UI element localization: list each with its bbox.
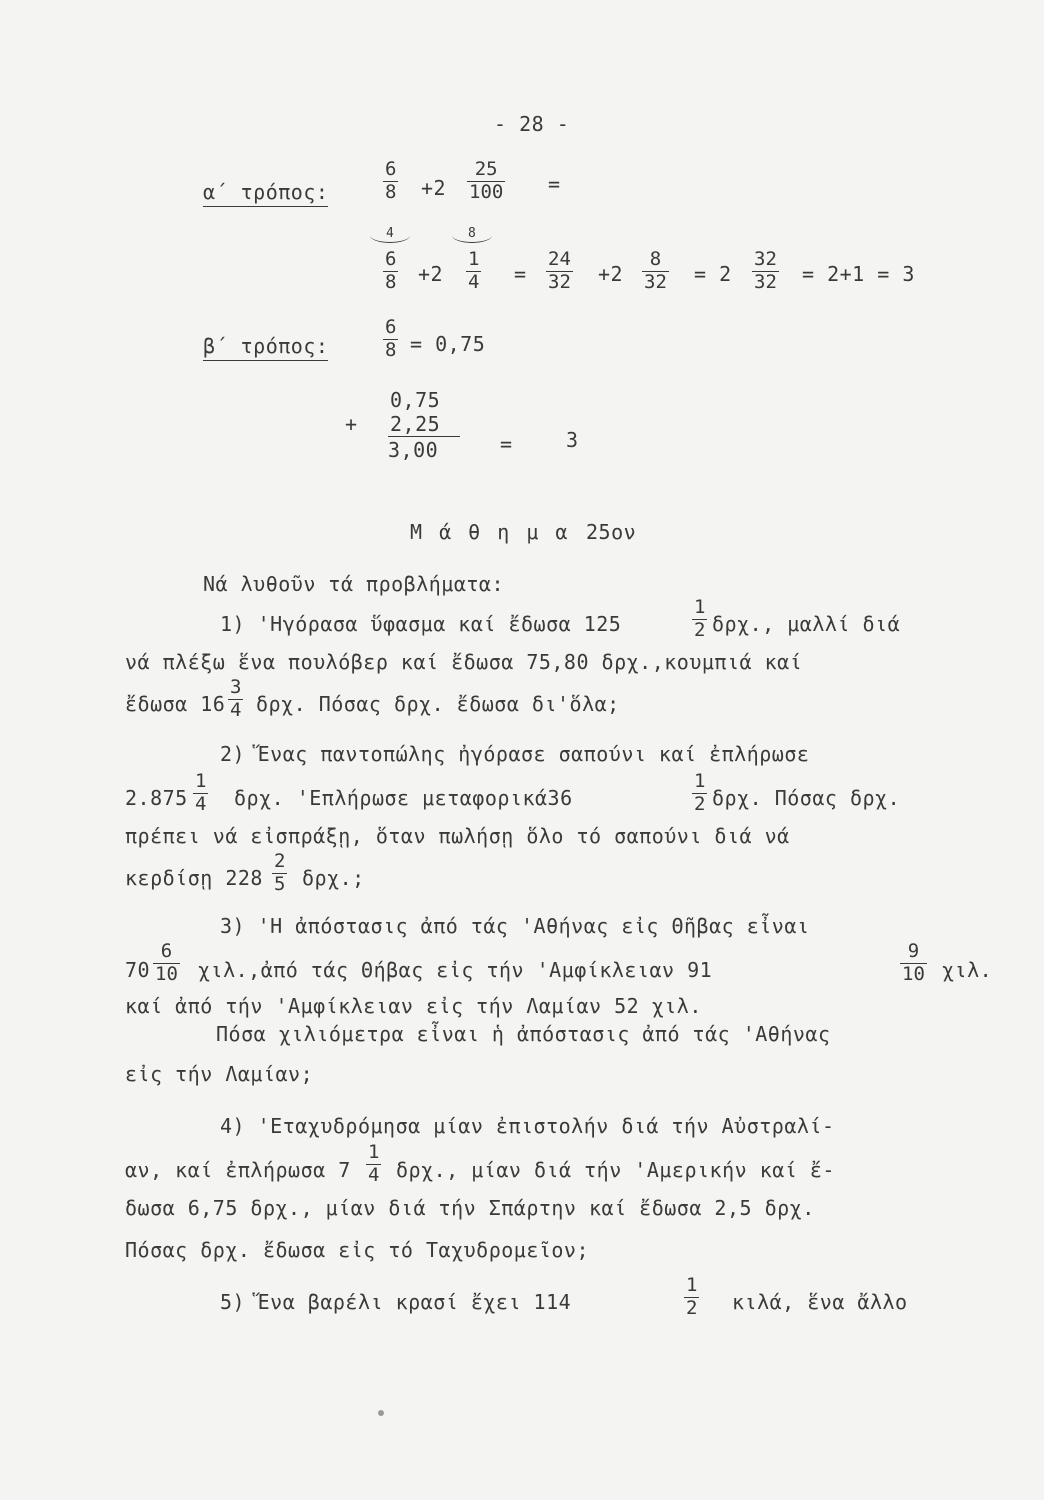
fraction: 1 2 — [686, 1274, 698, 1319]
fraction: 1 4 — [468, 248, 480, 293]
problem-4-line: Πόσας δρχ. ἔδωσα εἰς τό Ταχυδρομεῖον; — [125, 1238, 590, 1262]
fraction: 2 5 — [274, 850, 286, 895]
problem-4-line: 4) 'Εταχυδρόμησα μίαν ἐπιστολήν διά τήν Αὐστραλί- — [220, 1114, 835, 1138]
problem-3-line: καί ἀπό τήν 'Αμφίκλειαν εἰς τήν Λαμίαν 52 χιλ. — [125, 994, 702, 1018]
problem-3-line: 3) 'Η ἀπόστασις ἀπό τάς 'Αθήνας εἰς Θῆβας εἶναι — [220, 914, 810, 938]
fraction: 6 8 — [385, 158, 397, 203]
arc-multiplier: 8 — [468, 226, 476, 241]
intro-line: Νά λυθοῦν τά προβλήματα: — [203, 572, 504, 596]
fraction: 8 32 — [644, 248, 667, 293]
problem-4-line: δρχ., μίαν διά τήν 'Αμερικήν καί ἔ- — [396, 1158, 835, 1182]
problem-2-line: δρχ. 'Επλήρωσε μεταφορικά36 — [234, 786, 573, 810]
problem-2-line: πρέπει νά εἰσπράξῃ, ὅταν πωλήσῃ ὅλο τό σαπούνι διά νά — [125, 824, 790, 848]
arc-multiplier: 4 — [386, 226, 394, 241]
method-b-label: β΄ τρόπος: — [203, 334, 328, 361]
problem-5-line: κιλά, ἕνα ἄλλο — [732, 1290, 908, 1314]
fraction: 1 2 — [694, 770, 706, 815]
problem-3-line: Πόσα χιλιόμετρα εἶναι ἡ ἀπόστασις ἀπό τάς 'Αθήνας — [216, 1022, 831, 1046]
problem-3-line: χιλ. — [942, 958, 993, 982]
problem-4-line: αν, καί ἐπλήρωσα 7 — [125, 1158, 351, 1182]
problem-2-line: δρχ. Πόσας δρχ. — [712, 786, 901, 810]
lesson-number: 25ον — [586, 520, 637, 544]
decimal-value: = 0,75 — [410, 332, 486, 356]
problem-1-line: 1) 'Ηγόρασα ὕφασμα καί ἔδωσα 125 — [220, 612, 622, 636]
equals-two: = 2 — [694, 262, 732, 286]
problem-2-line: 2.875 — [125, 786, 188, 810]
fraction: 32 32 — [754, 248, 777, 293]
problem-2-line: 2) Ἕνας παντοπώλης ἠγόρασε σαπούνι καί ἐπλήρωσε — [220, 742, 810, 766]
problem-2-line: δρχ.; — [302, 866, 365, 890]
sum: 3,00 — [388, 438, 439, 462]
plus-whole: +2 — [418, 262, 444, 286]
method-a-label: α΄ τρόπος: — [203, 180, 328, 207]
fraction: 1 4 — [368, 1141, 380, 1186]
problem-3-line: χιλ.,ἀπό τάς Θήβας εἰς τήν 'Αμφίκλειαν 91 — [198, 958, 713, 982]
lesson-title: Μ ά θ η μ α — [410, 520, 568, 544]
problem-1-line: ἔδωσα 16 — [125, 692, 226, 716]
plus-whole: +2 — [598, 262, 624, 286]
problem-3-line: 70 — [125, 958, 151, 982]
fraction: 1 2 — [694, 596, 706, 641]
equals-sign: = — [548, 172, 561, 196]
problem-5-line: 5) Ἕνα βαρέλι κρασί ἔχει 114 — [220, 1290, 572, 1314]
fraction: 9 10 — [902, 940, 925, 985]
problem-1-line: δρχ., μαλλί διά — [712, 612, 901, 636]
sum-result: 3 — [566, 428, 579, 452]
problem-1-line: νά πλέξω ἕνα πουλόβερ καί ἔδωσα 75,80 δρχ.,κουμπιά καί — [125, 650, 803, 674]
problem-4-line: δωσα 6,75 δρχ., μίαν διά τήν Σπάρτην καί ἔδωσα 2,5 δρχ. — [125, 1196, 815, 1220]
fraction: 6 8 — [385, 316, 397, 361]
page-number: - 28 - — [494, 112, 570, 136]
problem-3-line: εἰς τήν Λαμίαν; — [125, 1062, 314, 1086]
fraction: 1 4 — [195, 770, 207, 815]
problem-2-line: κερδίσῃ 228 — [125, 866, 263, 890]
fraction: 24 32 — [548, 248, 571, 293]
plus-sign: + — [345, 412, 358, 436]
plus-whole: +2 — [421, 176, 447, 200]
sum-line — [388, 436, 460, 437]
addend: 0,75 — [390, 388, 441, 412]
problem-1-line: δρχ. Πόσας δρχ. ἔδωσα δι'ὅλα; — [256, 692, 620, 716]
addend: 2,25 — [390, 412, 441, 436]
equals-sign: = — [514, 262, 527, 286]
fraction: 3 4 — [230, 676, 242, 721]
equals-sign: = — [500, 432, 513, 456]
fraction: 6 8 — [385, 248, 397, 293]
scan-speck — [378, 1410, 384, 1416]
fraction: 6 10 — [155, 940, 178, 985]
result: = 2+1 = 3 — [802, 262, 915, 286]
fraction: 25 100 — [469, 158, 504, 203]
